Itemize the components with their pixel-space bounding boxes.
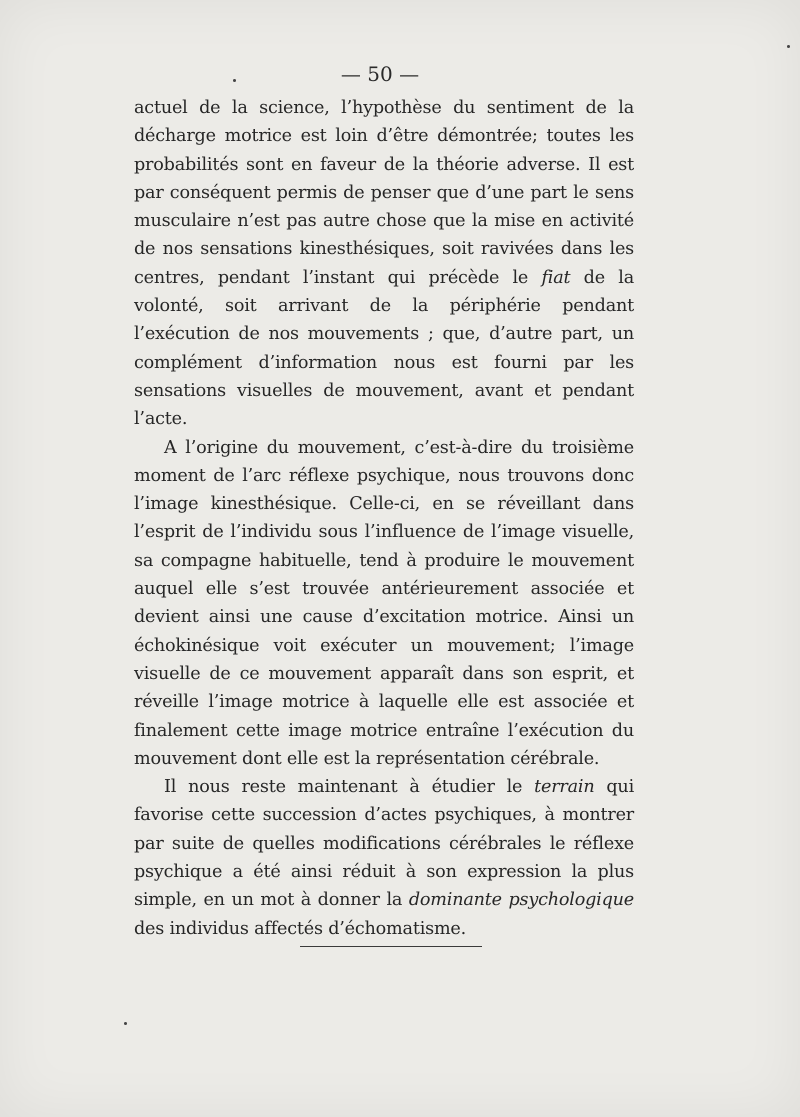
paper-speck [787,45,790,48]
paragraph-3-text-c: des individus affectés d’échomatisme. [134,918,467,939]
page-number: — 50 — [340,62,420,86]
paragraph-1-text-a: actuel de la science, l’hypothèse du sentiment de la décharge motrice est loin d’être démontrée; toutes les probabilités sont en faveur de la théorie adverse. Il est par conséquent permis de penser que d’une part le sens musculaire n’est pas autre chose que la mise en activité de nos sensations kinesthésiques, soit ravivées dans les centres, pendant l’instant qui précède le [134,98,634,288]
paragraph-3-italic-dominante: dominante psychologique [408,890,634,911]
paragraph-2-text: A l’origine du mouvement, c’est-à-dire du troisième moment de l’arc réflexe psychique, nous trouvons donc l’image kinesthésique. Celle-ci, en se réveillant dans l’esprit de l’individu sous l’influence de l’image visuelle, sa compagne habituelle, tend à produire le mouvement auquel elle s’est trouvée antérieurement associée et devient ainsi une cause d’excitation motrice. Ainsi un échokinésique voit exécuter un mouvement; l’image visuelle de ce mouvement apparaît dans son esprit, et réveille l’image motrice à laquelle elle est associée et finalement cette image motrice entraîne l’exécution du mouvement dont elle est la représentation cérébrale. [134,437,634,769]
paragraph-1-italic-fiat: fiat [541,267,571,288]
paragraph-3-italic-terrain: terrain [534,777,595,798]
paragraph-1-text-b: de la volonté, soit arrivant de la périphérie pendant l’exécution de nos mouvements ; que, d’autre part, un complément d’information nous est fourni par les sensations visuelles de mouvement, avant et pendant l’acte. [134,267,634,430]
paper-speck [124,1022,127,1025]
paragraph-3-text-b: qui favorise cette succession d’actes psychiques, à montrer par suite de quelles modifications cérébrales le réflexe psychique a été ainsi réduit à son expression la plus simple, en un mot à donner la [134,777,634,911]
paragraph-3-text-a: Il nous reste maintenant à étudier le [164,777,535,798]
body-text [134,94,634,943]
paper-speck [233,79,236,82]
paragraph-1 [134,94,634,434]
paragraph-3 [134,773,634,943]
closing-rule [300,946,482,947]
paragraph-2 [134,434,634,774]
